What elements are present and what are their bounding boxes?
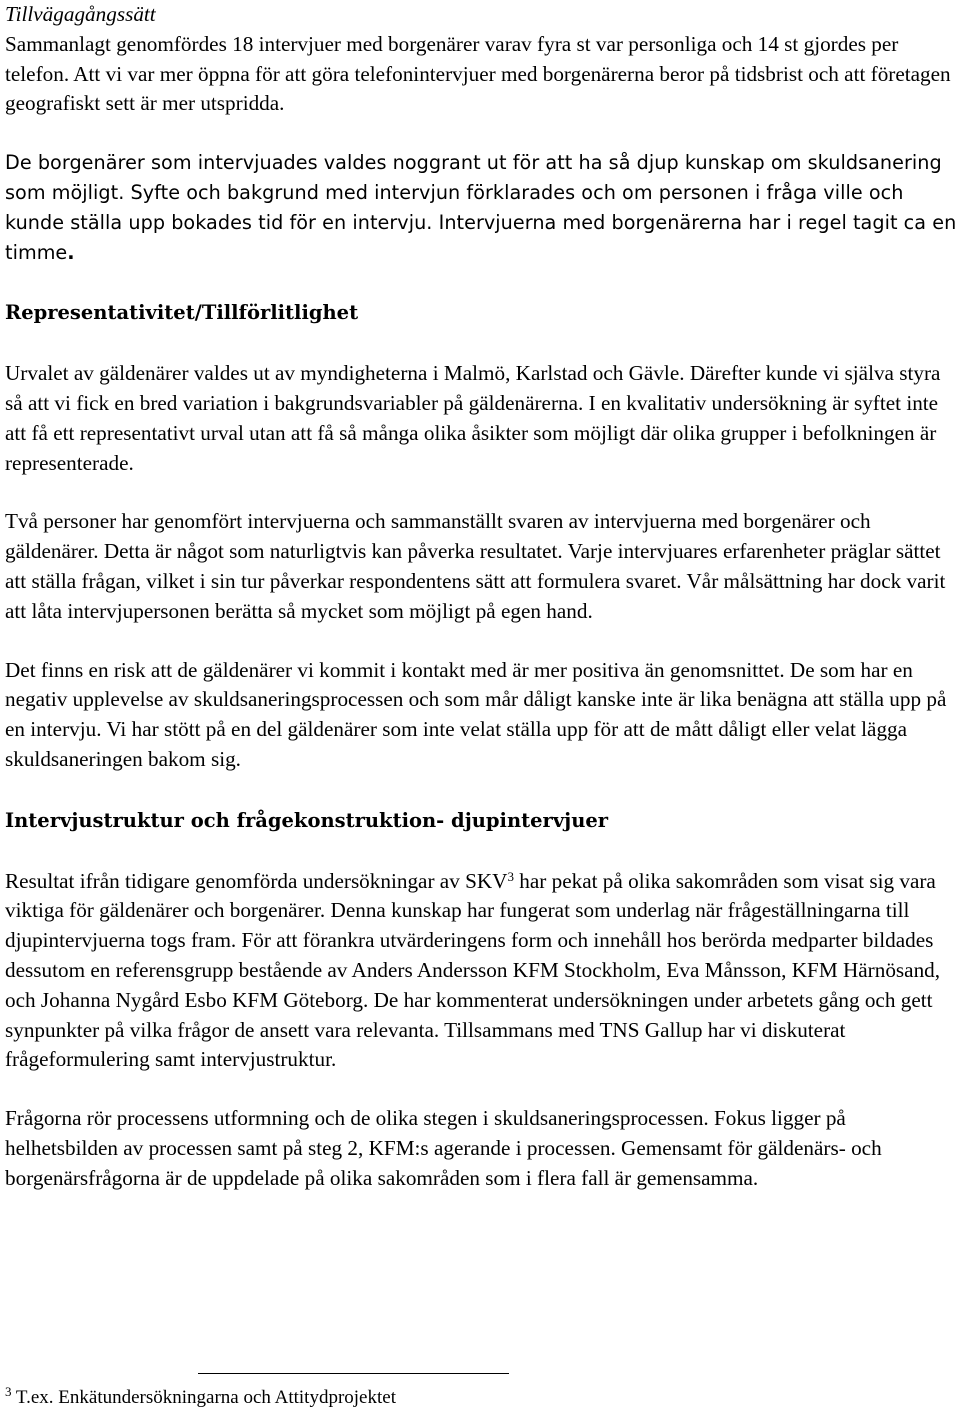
creditor-selection-rest: Syfte och bakgrund med intervjun förklarades och om personen i fråga ville och kunde ställa upp bokades tid för en intervju. Intervjuerna med borgenärerna har i regel tagit ca en timme [5, 180, 957, 264]
footnote-marker: 3 [5, 1384, 12, 1399]
footnote-text: T.ex. Enkätundersökningarna och Attitydprojektet [11, 1387, 396, 1408]
section-heading-representativitet: Representativitet/Tillförlitlighet [5, 301, 359, 325]
paragraph-creditor-selection [5, 148, 957, 267]
paragraph-interviewers: Två personer har genomfört intervjuerna och sammanställt svaren av intervjuerna med borgenärer och gäldenärer. Detta är något som naturligtvis kan påverka resultatet. Varje intervjuares erfarenheter präglar sättet att ställa frågan, vilket i sin tur påverkar respondentens sätt att formulera svaret. Vår målsättning har dock varit att låta intervjupersonen berätta så mycket som möjligt på egen hand. [5, 509, 946, 623]
paragraph-questions: Frågorna rör processens utformning och de olika stegen i skuldsaneringsprocessen. Fokus ligger på helhetsbilden av processen samt på steg 2, KFM:s agerande i processen. Gemensamt för gäldenärs- och borgenärsfrågorna är de uppdelade på olika sakområden som i flera fall är gemensamma. [5, 1106, 882, 1190]
paragraph-debtor-selection: Urvalet av gäldenärer valdes ut av myndigheterna i Malmö, Karlstad och Gävle. Därefter kunde vi själva styra så att vi fick en bred variation i bakgrundsvariabler på gäldenärerna. I en kvalitativ undersökning är syftet inte att få ett representativt urval utan att få så många olika åsikter som möjligt där olika grupper i befolkningen är representerade. [5, 361, 941, 475]
document-page [5, 0, 957, 1194]
footnote-divider [198, 1373, 509, 1374]
footnote-reference: 3 [507, 868, 514, 884]
bold-period: . [67, 240, 75, 264]
paragraph-interviews-summary: Sammanlagt genomfördes 18 intervjuer med borgenärer varav fyra st var personliga och 14 st gjordes per telefon. Att vi var mer öppna för att göra telefonintervjuer med borgenärerna beror på tidsbrist och att företagen geografiskt sett är mer utspridda. [5, 31, 951, 116]
footnote [5, 1386, 396, 1410]
creditor-selection-sentence: De borgenärer som intervjuades valdes noggrant ut för att ha så djup kunskap om skuldsanering som möjligt. [5, 151, 942, 204]
paragraph-risk: Det finns en risk att de gäldenärer vi kommit i kontakt med är mer positiva än genomsnittet. De som har en negativ upplevelse av skuldsaneringsprocessen och som mår dåligt kanske inte är lika benägna att ställa upp på en intervju. Vi har stött på en del gäldenärer som inte velat ställa upp för att de mått dåligt eller velat lägga skuldsaneringen bakom sig. [5, 657, 947, 771]
section-heading-tillvagagangssatt: Tillvägagångssätt [5, 2, 156, 26]
paragraph-previous-results [5, 867, 957, 1076]
previous-results-start: Resultat ifrån tidigare genomförda undersökningar av SKV [5, 868, 508, 893]
section-heading-intervjustruktur: Intervjustruktur och frågekonstruktion- djupintervjuer [5, 808, 609, 832]
previous-results-rest: har pekat på olika sakområden som visat sig vara viktiga för gäldenärer och borgenärer. Denna kunskap har fungerat som underlag när frågeställningarna till djupintervjuerna togs fram. För att förankra utvärderingens form och innehåll hos berörda medparter bildades dessutom en referensgrupp bestående av Anders Andersson KFM Stockholm, Eva Månsson, KFM Härnösand, och Johanna Nygård Esbo KFM Göteborg. De har kommenterat undersökningen under arbetets gång och gett synpunkter på vilka frågor de ansett vara relevanta. Tillsammans med TNS Gallup har vi diskuterat frågeformulering samt intervjustruktur. [5, 868, 941, 1072]
